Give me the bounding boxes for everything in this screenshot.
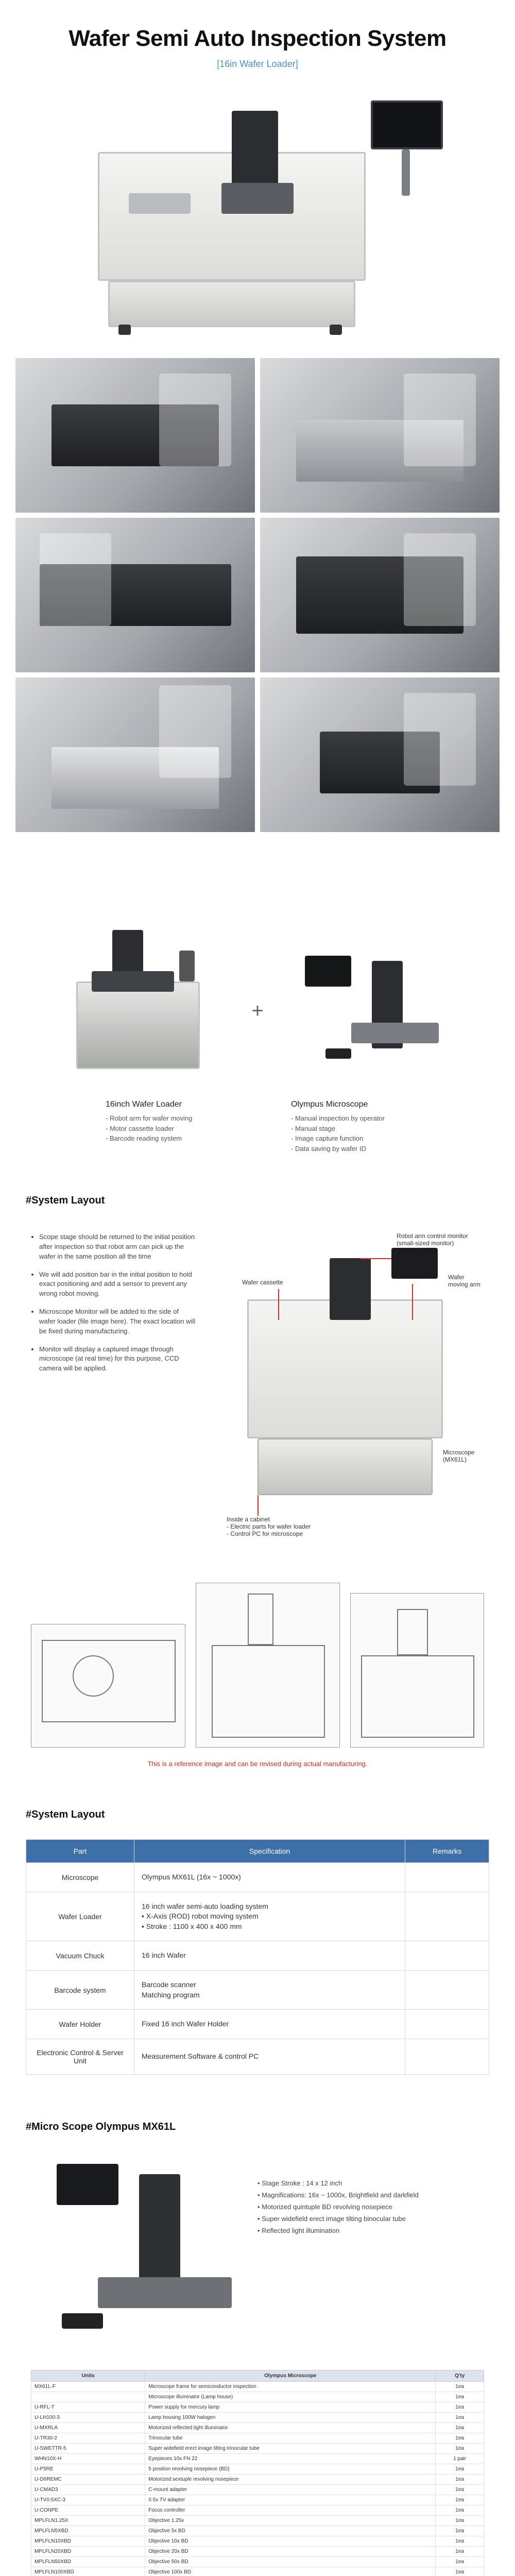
table-cell: 1ea <box>436 2484 484 2495</box>
table-cell: 1ea <box>436 2515 484 2526</box>
table-cell: 1ea <box>436 2505 484 2515</box>
gallery-photo <box>260 518 500 672</box>
table-row <box>31 2412 484 2422</box>
table-cell: 1 pair <box>436 2453 484 2464</box>
spec-header: Specification <box>134 1840 405 1863</box>
scope-feature: - Data saving by wafer ID <box>291 1144 409 1154</box>
table-cell: 1ea <box>436 2402 484 2412</box>
table-cell: 1ea <box>436 2381 484 2392</box>
gallery-photo <box>260 677 500 832</box>
section-system-layout: #System Layout <box>26 1195 105 1206</box>
table-cell: 5 position revolving nosepiece (BD) <box>145 2464 436 2474</box>
table-row <box>31 2464 484 2474</box>
table-cell: Objective 50x BD <box>145 2556 436 2567</box>
table-cell: Focus controller <box>145 2505 436 2515</box>
loader-caption <box>106 1100 224 1154</box>
table-cell: Objective 1.25x <box>145 2515 436 2526</box>
table-cell: U-MXRLA <box>31 2422 145 2433</box>
table-cell: 1ea <box>436 2433 484 2443</box>
table-cell: 1ea <box>436 2464 484 2474</box>
table-cell: MPLFLN50XBD <box>31 2556 145 2567</box>
table-row <box>31 2474 484 2484</box>
table-cell: Objective 10x BD <box>145 2536 436 2546</box>
table-cell: 1ea <box>436 2474 484 2484</box>
table-cell: 1ea <box>436 2412 484 2422</box>
wafer-loader-image <box>66 920 220 1084</box>
callout-moving-arm: Wafer moving arm <box>448 1274 480 1288</box>
callout-robot-monitor: Robot arm control monitor (small-sized monitor) <box>397 1232 468 1247</box>
mx61l-feature: • Magnifications: 16x ~ 1000x, Brightfield and darkfield <box>258 2191 419 2199</box>
mx61l-features <box>258 2159 419 2354</box>
table-row: Vacuum Chuck 16 inch Wafer <box>26 1941 489 1971</box>
drawing-top-view <box>31 1624 185 1748</box>
mx61l-parts-table: Units Olympus Microscope Q'ty MX61L-F Microscope frame for semiconductor inspection 1ea Microscope illuminator (Lamp house) 1ea U-RFL-T Power supply for mercury lamp 1ea U-LH100-3 Lamp housing 100W halogen 1ea U-MXRLA Motorized reflected light illuminator 1ea U-TR30-2 Trinocular tube 1ea U-SWETTR-5 Super widefield erect image tilting trinocular tube 1ea WHN10X-H Eyepieces 10x FN 22 1 pair U-P5RE 5 position revolving nosepiece (BD) 1ea U-D6REMC Motorized sextuple revolving nosepiece 1ea U-CMAD3 C-mount adapter 1ea U-TV0.5XC-3 0.5x TV adapter 1ea U-CONPE Focus controller 1ea MPLFLN1.25X Objective 1.25x 1ea MPLFLN5XBD Objective 5x BD 1ea MPLFLN10XBD Objective 10x BD 1ea MPLFLN20XBD Objective 20x BD 1ea MPLFLN50XBD Objective 50x BD 1ea MPLFLN100XBD Objective 100x BD 1ea <box>31 2370 484 2576</box>
table-row <box>31 2433 484 2443</box>
table-row: Electronic Control & Server Unit Measurement Software & control PC <box>26 2039 489 2074</box>
table-cell: WHN10X-H <box>31 2453 145 2464</box>
table-cell: U-RFL-T <box>31 2402 145 2412</box>
table-cell: U-TV0.5XC-3 <box>31 2495 145 2505</box>
table-cell: 1ea <box>436 2546 484 2556</box>
loader-feature: - Motor cassette loader <box>106 1124 224 1134</box>
spec-table <box>26 1839 489 2075</box>
table-cell: 1ea <box>436 2536 484 2546</box>
table-row <box>31 2453 484 2464</box>
table-row <box>31 2515 484 2526</box>
table-cell: Super widefield erect image tilting trinocular tube <box>145 2443 436 2453</box>
loader-feature: - Robot arm for wafer moving <box>106 1113 224 1124</box>
layout-notes <box>31 1232 196 1382</box>
table-cell: MPLFLN20XBD <box>31 2546 145 2556</box>
table-cell: U-LH100-3 <box>31 2412 145 2422</box>
layout-note: • Microscope Monitor will be added to the side of wafer loader (file image here). The exact location will be fixed during manufacturing. <box>39 1307 196 1336</box>
table-row <box>31 2536 484 2546</box>
loader-caption-title: 16inch Wafer Loader <box>106 1100 182 1109</box>
table-cell: Objective 20x BD <box>145 2546 436 2556</box>
table-row <box>31 2443 484 2453</box>
system-combo <box>0 914 515 1084</box>
table-row <box>31 2484 484 2495</box>
plus-sign: + <box>251 999 264 1022</box>
table-row <box>31 2422 484 2433</box>
spec-header: Part <box>26 1840 134 1863</box>
scope-caption <box>291 1100 409 1154</box>
mx61l-feature: • Reflected light illumination <box>258 2227 419 2234</box>
table-cell: Lamp housing 100W halogen <box>145 2412 436 2422</box>
table-row: Wafer Loader 16 inch wafer semi-auto loading system • X-Axis (ROD) robot moving system • Stroke : 1100 x 400 x 400 mm <box>26 1892 489 1941</box>
table-cell: 1ea <box>436 2392 484 2402</box>
table-cell: U-CMAD3 <box>31 2484 145 2495</box>
table-cell: Trinocular tube <box>145 2433 436 2443</box>
table-cell: 1ea <box>436 2495 484 2505</box>
table-cell: MPLFLN100XBD <box>31 2567 145 2576</box>
table-cell: U-TR30-2 <box>31 2433 145 2443</box>
drawing-side-view <box>350 1593 484 1748</box>
table-cell: 1ea <box>436 2422 484 2433</box>
table-cell: Microscope frame for semiconductor inspection <box>145 2381 436 2392</box>
layout-note: • We will add position bar in the initial position to hold exact positioning and add a sensor to prevent any wrong robot moving. <box>39 1270 196 1299</box>
table-row: Wafer Holder Fixed 16 inch Wafer Holder <box>26 2010 489 2039</box>
gallery-photo <box>15 518 255 672</box>
technical-drawings <box>26 1562 489 1748</box>
table-row: Barcode system Barcode scanner Matching program <box>26 1970 489 2009</box>
table-cell: Microscope illuminator (Lamp house) <box>145 2392 436 2402</box>
table-row <box>31 2402 484 2412</box>
scope-feature: - Manual inspection by operator <box>291 1113 409 1124</box>
table-cell <box>31 2392 145 2402</box>
page-subtitle: [16in Wafer Loader] <box>217 59 298 69</box>
table-row <box>31 2546 484 2556</box>
table-cell: U-CONPE <box>31 2505 145 2515</box>
table-row <box>31 2505 484 2515</box>
combo-captions <box>0 1100 515 1154</box>
layout-note: • Scope stage should be returned to the initial position after inspection so that robot arm can pick up the wafer in the same position all the time <box>39 1232 196 1262</box>
table-row: Microscope Olympus MX61L (16x ~ 1000x) <box>26 1863 489 1892</box>
scope-feature: - Manual stage <box>291 1124 409 1134</box>
mx61l-overview <box>0 2159 515 2354</box>
hero <box>0 0 515 70</box>
drawing-front-view <box>196 1583 340 1748</box>
table-cell: MPLFLN5XBD <box>31 2526 145 2536</box>
table-cell: 1ea <box>436 2567 484 2576</box>
table-cell: MX61L-F <box>31 2381 145 2392</box>
table-cell: U-P5RE <box>31 2464 145 2474</box>
gallery-photo <box>260 358 500 513</box>
mx61l-feature: • Super widefield erect image tilting binocular tube <box>258 2215 419 2223</box>
microscope-image <box>295 920 449 1084</box>
table-cell: Objective 100x BD <box>145 2567 436 2576</box>
table-cell: U-D6REMC <box>31 2474 145 2484</box>
table-cell: Objective 5x BD <box>145 2526 436 2536</box>
table-cell: 0.5x TV adapter <box>145 2495 436 2505</box>
loader-feature: - Barcode reading system <box>106 1133 224 1144</box>
table-cell: 1ea <box>436 2556 484 2567</box>
callout-microscope: Microscope (MX61L) <box>443 1449 475 1463</box>
table-row <box>31 2381 484 2392</box>
table-row <box>31 2556 484 2567</box>
layout-note: • Monitor will display a captured image through microscope (at real time) for this purpose, CCD camera will be applied. <box>39 1345 196 1374</box>
scope-caption-title: Olympus Microscope <box>291 1100 368 1109</box>
section-spec-table: #System Layout <box>26 1809 105 1820</box>
table-row <box>31 2495 484 2505</box>
scope-feature: - Image capture function <box>291 1133 409 1144</box>
table-cell: MPLFLN1.25X <box>31 2515 145 2526</box>
section-mx61l: #Micro Scope Olympus MX61L <box>26 2121 176 2132</box>
table-cell: Eyepieces 10x FN 22 <box>145 2453 436 2464</box>
table-cell: C-mount adapter <box>145 2484 436 2495</box>
page-title: Wafer Semi Auto Inspection System <box>68 26 447 51</box>
photo-gallery <box>15 358 500 832</box>
table-cell: U-SWETTR-5 <box>31 2443 145 2453</box>
table-row <box>31 2392 484 2402</box>
table-row <box>31 2567 484 2576</box>
hero-machine-image <box>62 90 453 337</box>
table-cell: Motorized sextuple revolving nosepiece <box>145 2474 436 2484</box>
callout-wafer-cassette: Wafer cassette <box>242 1279 283 1286</box>
reference-note: This is a reference image and can be revised during actual manufacturing. <box>147 1760 368 1768</box>
mx61l-feature: • Motorized quintuple BD revolving nosepiece <box>258 2203 419 2211</box>
gallery-photo <box>15 677 255 832</box>
table-cell: Motorized reflected light illuminator <box>145 2422 436 2433</box>
table-cell: MPLFLN10XBD <box>31 2536 145 2546</box>
spec-header: Remarks <box>405 1840 489 1863</box>
gallery-photo <box>15 358 255 513</box>
mx61l-photo <box>36 2159 242 2344</box>
system-layout-diagram <box>0 1227 515 1547</box>
mx61l-feature: • Stage Stroke : 14 x 12 inch <box>258 2179 419 2187</box>
table-cell: 1ea <box>436 2443 484 2453</box>
callout-cabinet: Inside a cabinet - Electric parts for wafer loader - Control PC for microscope <box>227 1516 311 1537</box>
table-cell: Power supply for mercury lamp <box>145 2402 436 2412</box>
table-cell: 1ea <box>436 2526 484 2536</box>
table-row <box>31 2526 484 2536</box>
